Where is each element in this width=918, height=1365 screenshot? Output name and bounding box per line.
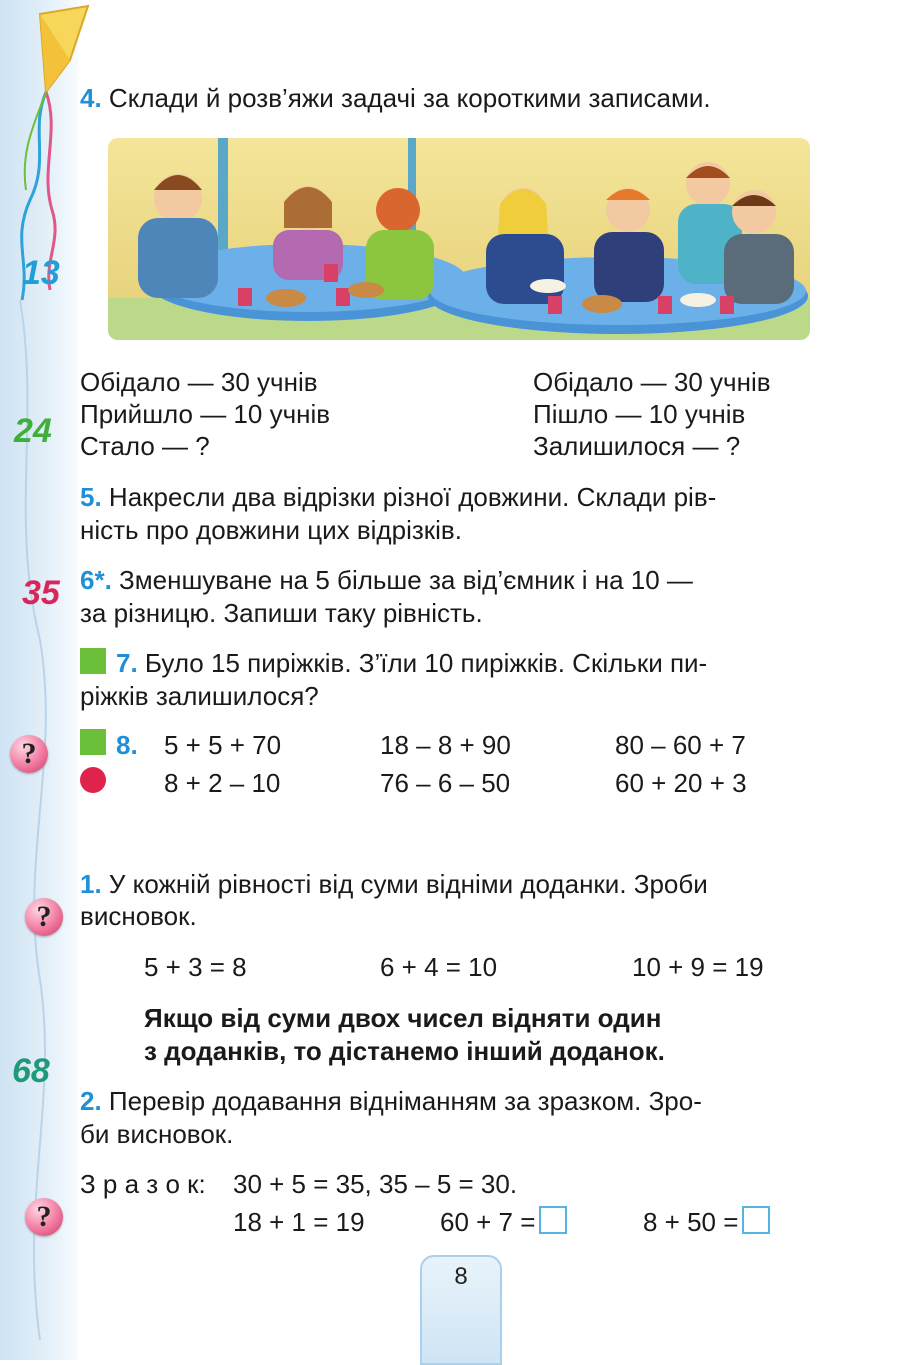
task-number: 2. (80, 1086, 102, 1116)
task-6-line-2: за різницю. Запиши таку рівність. (80, 598, 483, 628)
answer-box[interactable] (539, 1206, 567, 1234)
side-number-24: 24 (14, 412, 52, 450)
margin-strip (0, 0, 78, 1360)
task-4-heading (80, 82, 711, 115)
sample-equation: 30 + 5 = 35, 35 – 5 = 30. (233, 1169, 518, 1199)
exercise-expr: 60 + 7 = (440, 1207, 536, 1237)
task-text: У кожній рівності від суми відніми доданки. Зроби (108, 869, 708, 899)
side-number-68: 68 (12, 1052, 50, 1090)
part2-task-1-line-2: висновок. (80, 901, 197, 931)
equation: 10 + 9 = 19 (632, 952, 764, 982)
page-number: 8 (454, 1263, 468, 1290)
task-8-expr: 18 – 8 + 90 (380, 730, 511, 760)
task-6-line-1 (80, 564, 693, 597)
task-4-right-line-1: Обідало — 30 учнів (533, 367, 771, 397)
task-number: 5. (80, 482, 102, 512)
answer-box[interactable] (742, 1206, 770, 1234)
task-4-right-line-3: Залишилося — ? (533, 431, 741, 461)
task-5-line-1 (80, 481, 716, 514)
task-5-line-2: ність про довжини цих відрізків. (80, 515, 462, 545)
equation: 5 + 3 = 8 (144, 952, 247, 982)
question-icon: ? (10, 735, 48, 773)
task-7-line-1 (116, 647, 707, 680)
task-text: Було 15 пиріжків. З’їли 10 пиріжків. Скільки пи- (144, 648, 708, 678)
rule-line-2: з доданків, то дістанемо інший доданок. (144, 1036, 665, 1066)
task-8-expr: 60 + 20 + 3 (615, 768, 747, 798)
side-number-35: 35 (22, 574, 60, 612)
question-icon: ? (25, 1198, 63, 1236)
part2-task-1-line-1 (80, 868, 708, 901)
task-4-left-line-2: Прийшло — 10 учнів (80, 399, 331, 429)
exercise-expr: 8 + 50 = (643, 1207, 739, 1237)
task-8-number: 8. (116, 730, 138, 760)
red-circle-marker (80, 767, 106, 793)
task-4-left-line-1: Обідало — 30 учнів (80, 367, 318, 397)
rule-line-1: Якщо від суми двох чисел відняти один (144, 1003, 662, 1033)
task-8-expr: 76 – 6 – 50 (380, 768, 511, 798)
task-text: Перевір додавання відніманням за зразком. Зро- (108, 1086, 702, 1116)
task-8-expr: 80 – 60 + 7 (615, 730, 746, 760)
task-7-line-2: ріжків залишилося? (80, 681, 319, 711)
exercise (643, 1206, 770, 1239)
page-number-tab (420, 1255, 502, 1365)
part2-task-2-line-2: би висновок. (80, 1119, 234, 1149)
task-4-right-line-2: Пішло — 10 учнів (533, 399, 746, 429)
sample-label: З р а з о к: (80, 1169, 206, 1199)
exercise: 18 + 1 = 19 (233, 1207, 365, 1237)
green-square-marker (80, 729, 106, 755)
task-text: Зменшуване на 5 більше за від’ємник і на 10 — (119, 565, 693, 595)
task-number: 7. (116, 648, 138, 678)
task-number: 1. (80, 869, 102, 899)
children-dining-illustration (108, 138, 810, 340)
task-number: 6*. (80, 565, 112, 595)
side-number-13: 13 (22, 254, 60, 292)
exercise (440, 1206, 567, 1239)
task-text: Накресли два відрізки різної довжини. Склади рів- (108, 482, 717, 512)
green-square-marker (80, 648, 106, 674)
task-4-left-line-3: Стало — ? (80, 431, 210, 461)
part2-task-2-line-1 (80, 1085, 702, 1118)
question-icon: ? (25, 898, 63, 936)
equation: 6 + 4 = 10 (380, 952, 498, 982)
task-8-expr: 5 + 5 + 70 (164, 730, 282, 760)
task-8-expr: 8 + 2 – 10 (164, 768, 281, 798)
task-text: Склади й розв’яжи задачі за короткими записами. (108, 83, 711, 113)
task-number: 4. (80, 83, 102, 113)
